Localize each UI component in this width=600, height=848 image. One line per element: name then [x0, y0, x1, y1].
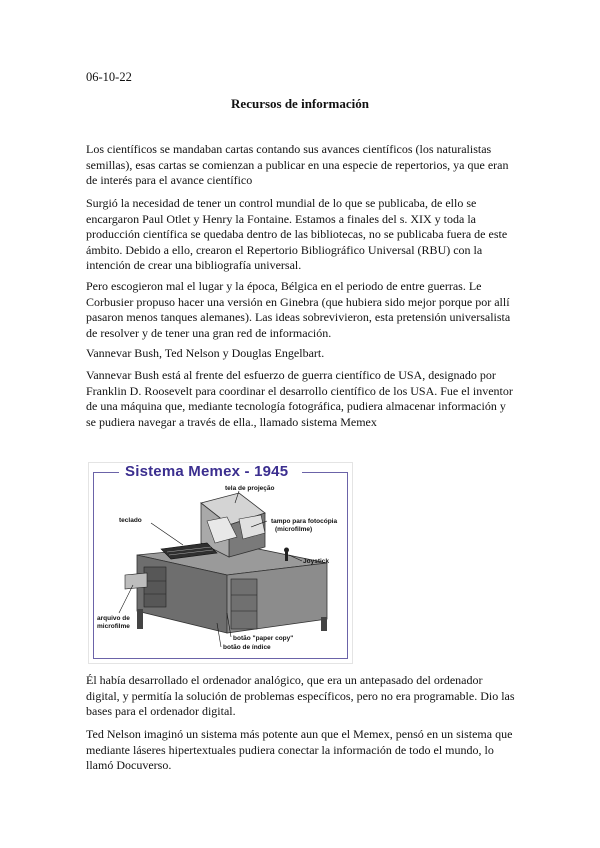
document-date: 06-10-22 — [86, 70, 132, 84]
paragraph-ordenador-analogico: Él había desarrollado el ordenador analógico, que era un antepasado del ordenador digital, y permitía la solución de problemas específicos, pero no era programable. Dio las bases para el ordenador digital. — [86, 673, 515, 718]
page-title: Recursos de información — [231, 96, 369, 111]
label-botao-indice: botão de índice — [223, 644, 271, 651]
label-teclado: teclado — [119, 517, 142, 524]
figure-title: Sistema Memex - 1945 — [125, 463, 289, 480]
figure-frame-left — [93, 472, 94, 658]
figure-frame-left-top — [93, 472, 119, 473]
label-joystick: Joystick — [303, 558, 330, 565]
label-botao-copy: botão "paper copy" — [233, 635, 294, 642]
label-arquivo-sub: microfilme — [97, 623, 130, 630]
paragraph-cartas: Los científicos se mandaban cartas contando sus avances científicos (los naturalistas semillas), esas cartas se comienzan a publicar en una especie de repertorios, ya que eran de interés para el avance científico — [86, 142, 509, 187]
paragraph-vannevar-bush: Vannevar Bush está al frente del esfuerzo de guerra científico de USA, designado por Franklin D. Roosevelt para coordinar el desarrollo científico de los USA. Fue el inventor de una máquina que, mediante tecnología fotográfica, pudiera almacenar información y se pudiera navegar a través de ella., llamado sistema Memex — [86, 368, 513, 429]
paragraph-pioneros: Vannevar Bush, Ted Nelson y Douglas Engelbart. — [86, 346, 325, 360]
figure-frame-right — [347, 472, 348, 658]
memex-figure — [88, 462, 353, 664]
label-tampo: tampo para fotocópia — [271, 518, 338, 525]
paragraph-control-mundial: Surgió la necesidad de tener un control mundial de lo que se publicaba, de ello se encargaron Paul Otlet y Henry la Fontaine. Estamos a finales del s. XIX y toda la producción científica se quedaba dentro de las bibliotecas, no se publicaba fuera de este ámbito. Debido a ello, crearon el Repertorio Bibliográfico Universal (RBU) con la intención de crear una bibliografía universal. — [86, 196, 508, 272]
label-tela: tela de projeção — [225, 485, 275, 492]
label-arquivo: arquivo de — [97, 615, 130, 622]
paragraph-ted-nelson: Ted Nelson imaginó un sistema más potente aun que el Memex, pensó en un sistema que mediante láseres hipertextuales pudiera conectar la información de todo el mundo, lo llamó Docuverso. — [86, 727, 513, 772]
paragraph-belgica: Pero escogieron mal el lugar y la época, Bélgica en el periodo de entre guerras. Le Corbusier propuso hacer una versión en Ginebra (que hubiera sido mejor porque por allí pasaron menos tanques alemanes). Las ideas sobrevivieron, esta pretensión universalista de resolver y de tener una gran red de información. — [86, 279, 511, 340]
figure-frame-right-top — [302, 472, 348, 473]
figure-frame-bottom — [93, 658, 348, 659]
label-tampo-sub: (microfilme) — [275, 526, 313, 533]
